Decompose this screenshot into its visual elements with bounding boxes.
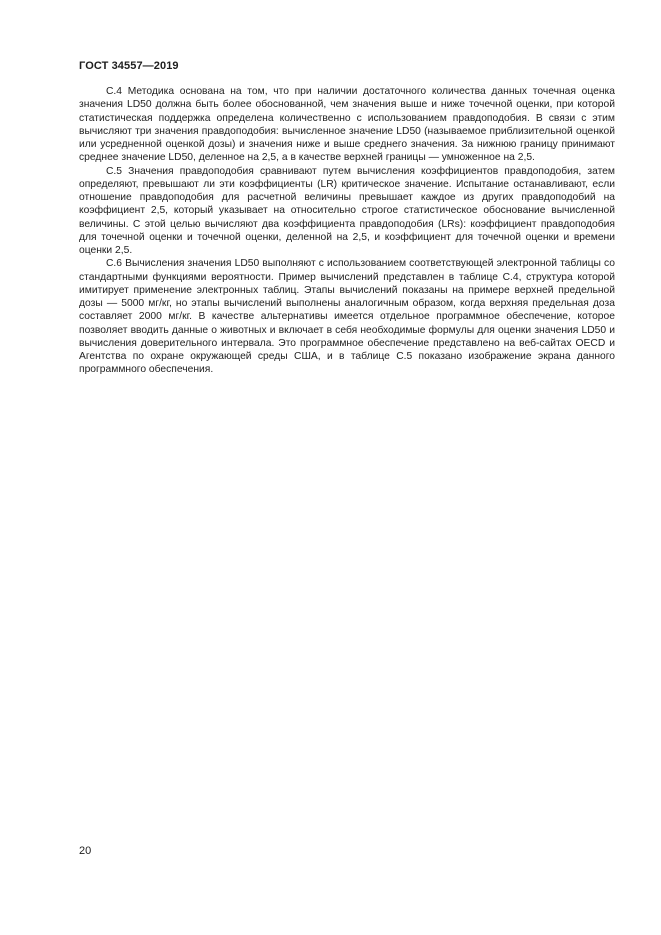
page-number: 20	[79, 845, 92, 857]
paragraph-c6: С.6 Вычисления значения LD50 выполняют с использованием соответствующей электронной таблицы со стандартными функциями вероятности. Пример вычислений представлен в таблице С.4, структура которой имитирует применение электронных таблиц. Этапы вычислений показаны на примере верхней предельной дозы — 5000 мг/кг, но этапы вычислений выполнены аналогичным образом, когда верхняя предельная доза составляет 2000 мг/кг. В качестве альтернативы имеется отдельное программное обеспечение, которое позволяет вводить данные о животных и включает в себя необходимые формулы для оценки значения LD50 и вычисления доверительного интервала. Это программное обеспечение представлено на веб-сайтах OECD и Агентства по охране окружающей среды США, и в таблице С.5 показано изображение экрана данного программного обеспечения.	[79, 258, 615, 376]
document-header: ГОСТ 34557—2019	[79, 60, 179, 72]
paragraph-c4: С.4 Методика основана на том, что при наличии достаточного количества данных точечная оценка значения LD50 должна быть более обоснованной, чем значения выше и ниже точечной оценки, при которой статистическая поддержка определена количественно с использованием правдоподобия. В связи с этим вычисляют три значения правдоподобия: вычисленное значение LD50 (называемое приблизительной оценкой или усредненной оценкой дозы) и значения ниже и выше среднего значения. За нижнюю границу принимают среднее значение LD50, деленное на 2,5, а в качестве верхней границы — умноженное на 2,5.	[79, 86, 615, 164]
document-body	[79, 85, 615, 377]
paragraph-c5: С.5 Значения правдоподобия сравнивают путем вычисления коэффициентов правдоподобия, затем определяют, превышают ли эти коэффициенты (LR) критическое значение. Испытание останавливают, если отношение правдоподобия для расчетной величины превышает каждое из других правдоподобий на коэффициент 2,5, который указывает на относительно строгое статистическое обоснование вычисленной величины. С этой целью вычисляют два коэффициента правдоподобия (LRs): коэффициент правдоподобия для точечной оценки и точечной оценки, деленной на 2,5, и коэффициент для точечной оценки и времени оценки 2,5.	[79, 165, 615, 256]
